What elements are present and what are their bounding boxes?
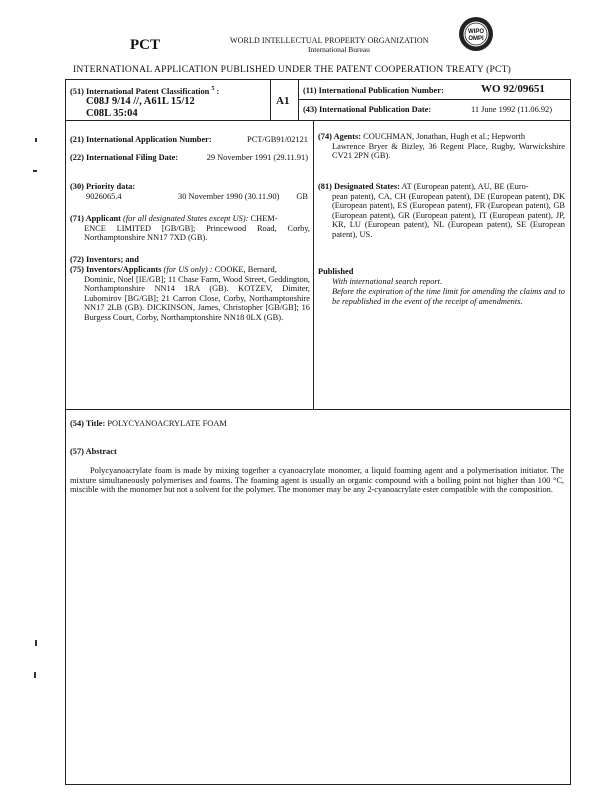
- divider-a1-left: [270, 79, 271, 120]
- classification-codes-2: C08L 35:04: [86, 108, 138, 119]
- applicant-block: (71) Applicant (for all designated States except US): CHEM- ENCE LIMITED [GB/GB]; Princewood Road, Corby, Northamptonshire NN17 7XD (GB).: [70, 214, 310, 243]
- wipo-logo: [458, 16, 494, 52]
- kind-code: A1: [276, 95, 290, 107]
- pct-label: PCT: [130, 37, 160, 53]
- publication-date: 11 June 1992 (11.06.92): [471, 105, 553, 114]
- priority-label: (30) Priority data:: [70, 182, 136, 191]
- publication-number-label: (11) International Publication Number:: [303, 86, 444, 95]
- inventors-block: (75) Inventors/Applicants (for US only) : COOKE, Bernard, Dominic, Noel [IE/GB]; 11 Chase Farm, Wood Street, Geddington, Northamptonshire NN14 1RA (GB). KOTZEV, Dimiter, Lubomirov [BG/GB]; 21 Carron Close, Corby, Northamptonshire NN17 2LB (GB). DICKINSON, James, Christopher [GB/GB]; 16 Burgess Court, Corby, Northamptonshire NN18 0LX (GB).: [70, 265, 310, 322]
- svg-text:WIPO: WIPO: [468, 29, 484, 35]
- application-number-row: (21) International Application Number: PCT/GB91/02121: [70, 135, 308, 144]
- inventors-label: (72) Inventors; and: [70, 255, 139, 264]
- classification-codes-1: C08J 9/14 //, A61L 15/12: [86, 96, 195, 107]
- margin-mark: [35, 138, 37, 142]
- margin-mark: [34, 672, 36, 678]
- published-search-report: With international search report.: [332, 277, 443, 286]
- designated-states-block: (81) Designated States: AT (European patent), AU, BE (Euro- pean patent), CA, CH (European patent), DE (European patent), DK (European patent), ES (European patent), FR (European patent), GB (European patent), GR (European patent), IT (European patent), JP, KR, LU (European patent), NL (European patent), SE (European patent), US.: [318, 182, 565, 239]
- publication-number: WO 92/09651: [481, 83, 545, 95]
- published-amendment-note: Before the expiration of the time limit for amending the claims and to be republished in the event of the receipt of amendments.: [332, 287, 565, 306]
- publication-date-label: (43) International Publication Date:: [303, 105, 432, 114]
- rule-below-classification: [65, 120, 570, 121]
- abstract-text: Polycyanoacrylate foam is made by mixing together a cyanoacrylate monomer, a liquid foaming agent and a polymerisation initiator. The mixture simultaneously polymerises and foams. The foaming agent is usually an organic compound with a boiling point not higher than 100 °C, miscible with the monomer but not a solvent for the polymer. The monomer may be any 2-cyanoacrylate ester compatible with the composition.: [70, 466, 564, 495]
- agents-block: (74) Agents: COUCHMAN, Jonathan, Hugh et al.; Hepworth Lawrence Bryer & Bizley, 36 Regent Place, Rugby, Warwickshire CV21 2PN (GB).: [318, 132, 565, 161]
- abstract-label: (57) Abstract: [70, 447, 117, 456]
- org-name: WORLD INTELLECTUAL PROPERTY ORGANIZATION: [230, 36, 429, 45]
- priority-row: 9026065.4 30 November 1990 (30.11.90) GB: [86, 192, 308, 201]
- published-label: Published: [318, 267, 354, 276]
- divider-center: [313, 120, 314, 409]
- svg-text:OMPI: OMPI: [468, 36, 484, 42]
- rule-below-biblio: [65, 409, 570, 410]
- org-bureau: International Bureau: [308, 45, 370, 54]
- title-row: (54) Title: POLYCYANOACRYLATE FOAM: [70, 419, 227, 428]
- margin-mark: [35, 640, 37, 646]
- frame-right: [570, 79, 571, 784]
- page-heading: INTERNATIONAL APPLICATION PUBLISHED UNDER THE PATENT COOPERATION TREATY (PCT): [73, 64, 512, 75]
- rule-bottom: [65, 784, 571, 785]
- margin-mark: [33, 170, 37, 172]
- frame-left: [65, 79, 66, 784]
- rule-top: [65, 79, 570, 80]
- rule-publication-split: [298, 99, 570, 100]
- classification-label: (51) International Patent Classification $^5$ :: [70, 86, 220, 96]
- filing-date-row: (22) International Filing Date: 29 November 1991 (29.11.91): [70, 153, 308, 162]
